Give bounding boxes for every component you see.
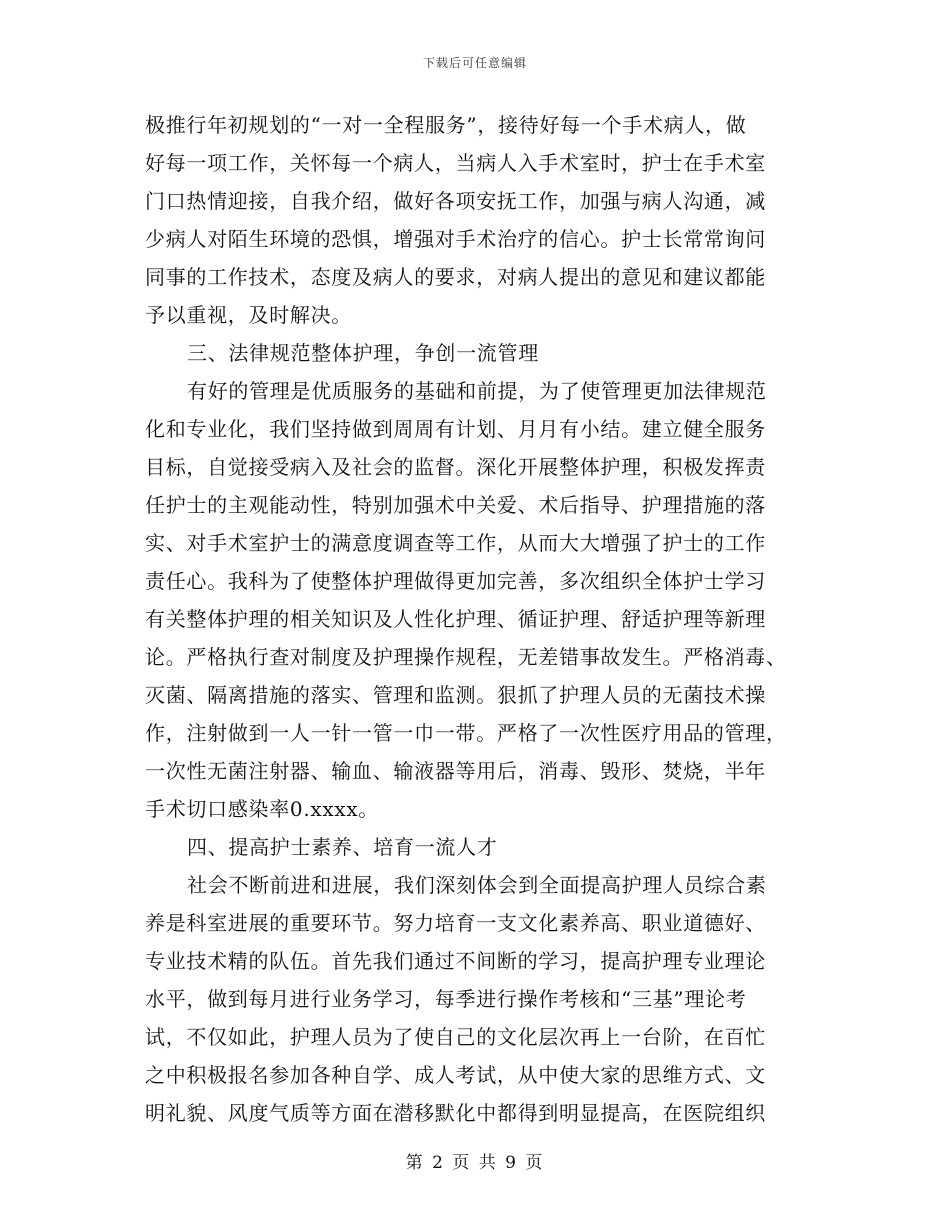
- text-line: 好每一项工作，关怀每一个病人，当病人入手术室时，护士在手术室: [145, 151, 766, 175]
- document-body: [145, 106, 805, 1132]
- text-line: 灭菌、隔离措施的落实、管理和监测。狠抓了护理人员的无菌技术操: [145, 683, 766, 707]
- paragraph-start-line: 三、法律规范整体护理，争创一流管理: [187, 341, 539, 365]
- text-line: 任护士的主观能动性，特别加强术中关爱、术后指导、护理措施的落: [145, 493, 766, 517]
- text-line: 明礼貌、风度气质等方面在潜移默化中都得到明显提高，在医院组织: [145, 1101, 766, 1125]
- page-number-footer: 第 2 页 共 9 页: [405, 1153, 545, 1173]
- text-line: 手术切口感染率0.xxxx。: [145, 797, 379, 821]
- text-line: 实、对手术室护士的满意度调查等工作，从而大大增强了护士的工作: [145, 531, 766, 555]
- header-note: 下载后可任意编辑: [422, 56, 527, 70]
- text-line: 化和专业化，我们坚持做到周周有计划、月月有小结。建立健全服务: [145, 417, 766, 441]
- text-line: 有关整体护理的相关知识及人性化护理、循证护理、舒适护理等新理: [145, 607, 766, 631]
- text-line: 养是科室进展的重要环节。努力培育一支文化素养高、职业道德好、: [145, 911, 766, 935]
- text-line: 目标，自觉接受病入及社会的监督。深化开展整体护理，积极发挥责: [145, 455, 766, 479]
- text-line: 同事的工作技术，态度及病人的要求，对病人提出的意见和建议都能: [145, 265, 766, 289]
- paragraph-start-line: 社会不断前进和进展，我们深刻体会到全面提高护理人员综合素: [187, 873, 767, 897]
- text-line: 专业技术精的队伍。首先我们通过不间断的学习，提高护理专业理论: [145, 949, 766, 973]
- text-line: 之中积极报名参加各种自学、成人考试，从中使大家的思维方式、文: [145, 1063, 766, 1087]
- text-line: 少病人对陌生环境的恐惧，增强对手术治疗的信心。护士长常常询问: [145, 227, 766, 251]
- text-line: 试，不仅如此，护理人员为了使自己的文化层次再上一台阶，在百忙: [145, 1025, 766, 1049]
- paragraph-start-line: 有好的管理是优质服务的基础和前提，为了使管理更加法律规范: [187, 379, 767, 403]
- text-line: 一次性无菌注射器、输血、输液器等用后，消毒、毁形、焚烧，半年: [145, 759, 766, 783]
- text-line: 责任心。我科为了使整体护理做得更加完善，多次组织全体护士学习: [145, 569, 766, 593]
- paragraph-start-line: 四、提高护士素养、培育一流人才: [187, 835, 498, 859]
- text-line: 论。严格执行查对制度及护理操作规程，无差错事故发生。严格消毒、: [145, 645, 787, 669]
- text-line: 予以重视，及时解决。: [145, 303, 352, 327]
- text-line: 水平，做到每月进行业务学习，每季进行操作考核和“三基”理论考: [145, 987, 747, 1011]
- text-line: 门口热情迎接，自我介绍，做好各项安抚工作，加强与病人沟通，减: [145, 189, 766, 213]
- text-line: 极推行年初规划的“一对一全程服务”，接待好每一个手术病人，做: [145, 113, 747, 137]
- text-line: 作，注射做到一人一针一管一巾一带。严格了一次性医疗用品的管理，: [145, 721, 787, 745]
